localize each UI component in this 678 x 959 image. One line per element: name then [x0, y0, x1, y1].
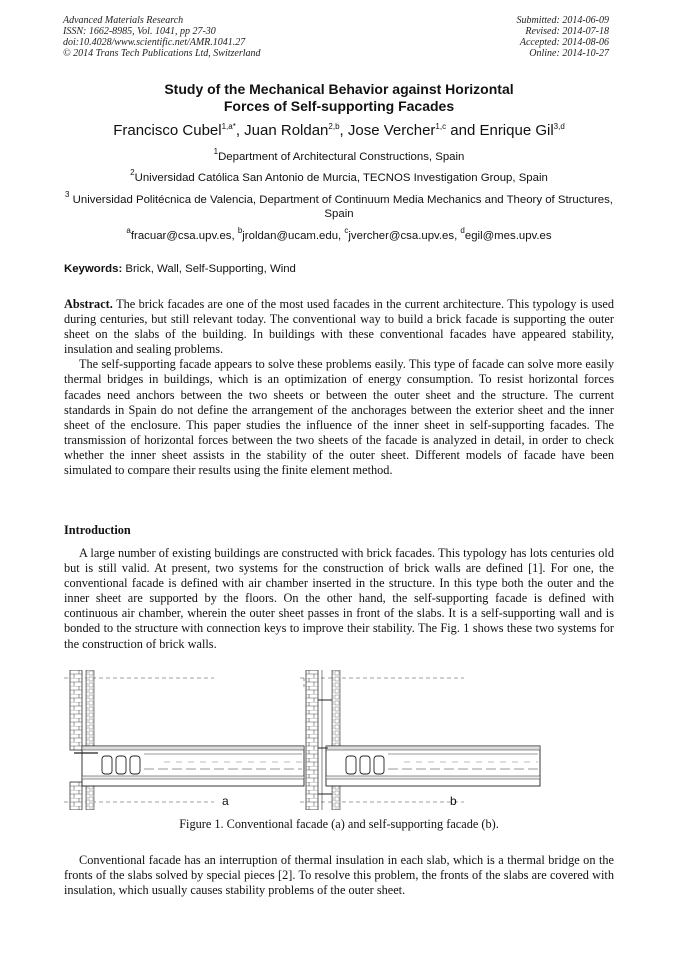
copyright-line: © 2014 Trans Tech Publications Ltd, Switzerland [63, 48, 261, 59]
email-sup: b [237, 226, 243, 235]
continuation-body [64, 853, 614, 898]
email-sup: c [344, 226, 349, 235]
submitted-date: Submitted: 2014-06-09 [516, 15, 609, 26]
affil-text: Universidad Católica San Antonio de Murcia, TECNOS Investigation Group, Spain [134, 172, 548, 184]
author-name: Enrique Gil [479, 122, 554, 139]
email-sup: a [126, 226, 131, 235]
author-list [0, 122, 678, 140]
figure-1-caption: Figure 1. Conventional facade (a) and self-supporting facade (b). [179, 817, 499, 831]
abstract-paragraph-1 [64, 297, 614, 357]
figure-label-a: a [222, 794, 229, 808]
revised-date: Revised: 2014-07-18 [525, 26, 609, 37]
author-name: Jose Vercher [347, 122, 436, 139]
affiliation-3 [64, 190, 614, 221]
journal-name: Advanced Materials Research [63, 15, 184, 26]
accepted-date: Accepted: 2014-08-06 [519, 37, 609, 48]
issn-line: ISSN: 1662-8985, Vol. 1041, pp 27-30 [63, 26, 216, 37]
author-name: Juan Roldan [244, 122, 329, 139]
introduction-body [64, 546, 614, 652]
paper-title [0, 81, 678, 115]
title-line-1: Study of the Mechanical Behavior against Horizontal [164, 81, 514, 97]
email-link[interactable]: egil@mes.upv.es [464, 230, 552, 242]
abstract-label: Abstract. [64, 297, 113, 311]
author-sup: 1,a* [221, 122, 236, 131]
affil-text: Universidad Politécnica de Valencia, Department of Continuum Media Mechanics and Theory of Structures, Spain [69, 194, 613, 220]
doi-line: doi:10.4028/www.scientific.net/AMR.1041.27 [63, 37, 246, 48]
keywords-label: Keywords: [64, 263, 123, 275]
introduction-paragraph-1: A large number of existing buildings are constructed with brick facades. This typology has lots centuries old but is still valid. At present, two systems for the construction of brick walls are defined [1]. For one, the conventional facade is defined with air chamber inserted in the structure. In this type both the outer and the inner sheet are supported by the floors. On the other hand, the self-supporting facade is defined with continuous air chamber, wherein the outer sheet passes in front of the slabs. It is a self-supporting wall and is bonded to the structure with connection keys to improve their stability. The Fig. 1 shows these two systems for the construction of brick walls. [64, 546, 614, 651]
conventional-facade-drawing [64, 670, 304, 810]
journal-header-left [63, 15, 261, 59]
abstract [64, 297, 614, 478]
abstract-paragraph-2: The self-supporting facade appears to solve these problems easily. This type of facade can solve more easily thermal bridges in buildings, which is an optimization of energy consumption. To resist horizontal forces facades need anchors between the two sheets or between the outer sheet and the structure. The current standards in Spain do not define the arrangement of the anchorages between the exterior sheet and the inner sheet of the enclosure. This paper studies the influence of the inner sheet in self-supporting facades. The transmission of horizontal forces between the two sheets of the facade is analyzed in detail, in order to check whether the inner sheet assists in the stability of the outer sheet. Different models of facade have been simulated to compare their results using the finite element method. [64, 357, 614, 478]
affiliation-2 [64, 168, 614, 185]
continuation-paragraph: Conventional facade has an interruption of thermal insulation in each slab, which is a thermal bridge on the fronts of the slabs solved by special pieces [2]. To resolve this problem, the fronts of the slabs are covered with insulation, which usually causes stability problems of the outer sheet. [64, 853, 614, 898]
author-name: Francisco Cubel [113, 122, 222, 139]
author-sep: , [235, 122, 245, 139]
title-line-2: Forces of Self-supporting Facades [223, 98, 455, 114]
email-list [64, 226, 614, 243]
author-sup: 2,b [328, 122, 340, 131]
journal-header-right [517, 15, 610, 59]
author-sup: 3,d [553, 122, 565, 131]
section-heading-introduction: Introduction [64, 523, 131, 537]
email-link[interactable]: jvercher@csa.upv.es, [348, 230, 461, 242]
author-sup: 1,c [435, 122, 447, 131]
abstract-text-1: The brick facades are one of the most used facades in the current architecture. This typology is used during centuries, but still relevant today. The conventional way to build a brick facade is supporting the outer sheet on the slabs of the building. In buildings with these conventional facades have appeared stability, insulation and sealing problems. [64, 297, 614, 357]
figure-label-b: b [450, 794, 457, 808]
affil-sup: 3 [65, 190, 70, 199]
figure-1-diagram [64, 670, 614, 810]
affil-text: Department of Architectural Constructions, Spain [218, 151, 465, 163]
affil-sup: 2 [130, 168, 135, 177]
email-sup: d [460, 226, 465, 235]
author-sep: , [339, 122, 348, 139]
self-supporting-facade-drawing [300, 670, 540, 810]
author-sep: and [446, 122, 480, 139]
keywords [64, 262, 296, 276]
affil-sup: 1 [213, 147, 219, 156]
affiliation-1 [64, 147, 614, 164]
email-link[interactable]: fracuar@csa.upv.es, [130, 230, 238, 242]
online-date: Online: 2014-10-27 [529, 48, 609, 59]
email-link[interactable]: jroldan@ucam.edu, [242, 230, 345, 242]
keywords-text: Brick, Wall, Self-Supporting, Wind [122, 263, 296, 275]
